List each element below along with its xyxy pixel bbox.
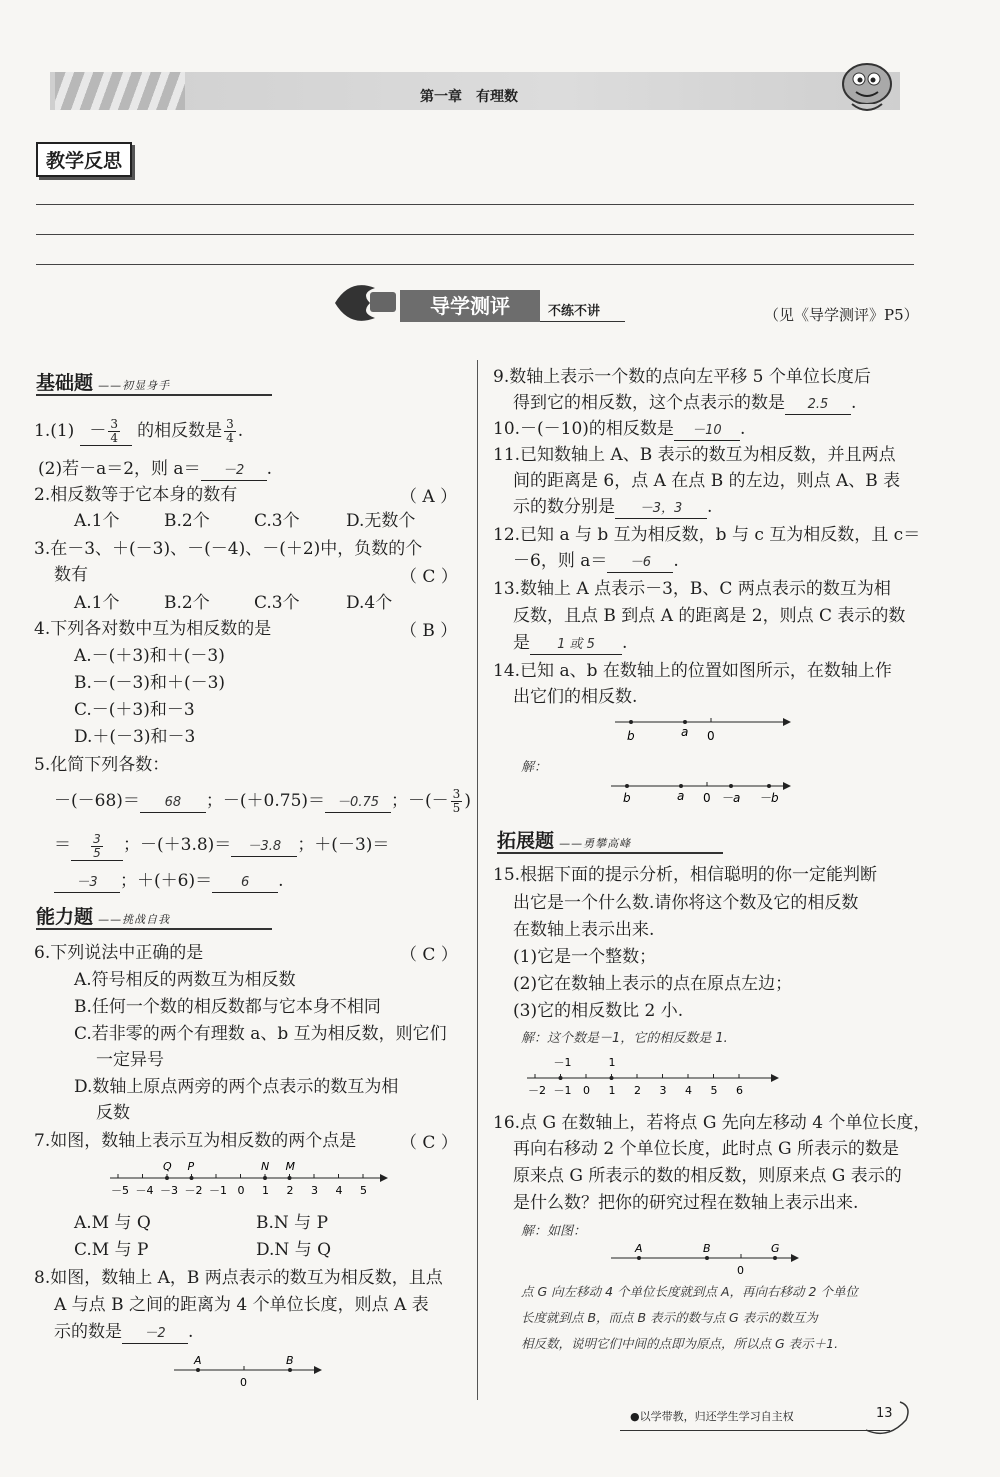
section-extend-heading (497, 826, 723, 854)
svg-text:a: a (681, 725, 689, 739)
q7-point (288, 1176, 292, 1180)
q9-line1: 9.数轴上表示一个数的点向左平移 5 个单位长度后 (493, 367, 871, 387)
section-extend-title: 拓展题 (497, 830, 555, 852)
q7-stem: 7.如图，数轴上表示互为相反数的两个点是 (34, 1131, 357, 1151)
right-column (493, 0, 931, 1477)
chapter-title: 第一章 有理数 (420, 89, 518, 105)
q7-point-label: N (261, 1160, 270, 1173)
q7-point (190, 1176, 194, 1180)
svg-text:B: B (703, 1242, 711, 1255)
q7-tick-label: 1 (262, 1184, 269, 1197)
q7-tick-label: －1 (209, 1184, 227, 1197)
svg-text:0: 0 (703, 791, 711, 805)
svg-text:0: 0 (737, 1264, 744, 1277)
q4-option: D.＋(－3)和－3 (74, 727, 196, 747)
q15-mark-point (610, 1076, 614, 1080)
q15-tick-label: 6 (736, 1084, 743, 1097)
q8-line2: A 与点 B 之间的距离为 4 个单位长度，则点 A 表 (54, 1295, 429, 1315)
q9-line2: 得到它的相反数，这个点表示的数是 2.5 . (513, 393, 857, 413)
q8-line1: 8.如图，数轴上 A，B 两点表示的数互为相反数，且点 (34, 1268, 443, 1288)
q7-point (165, 1176, 169, 1180)
q1-answer-fraction: $\frac{3}{4}$ (226, 417, 234, 445)
q16-line1: 16.点 G 在数轴上，若将点 G 先向左移动 4 个单位长度， (493, 1113, 931, 1133)
q11-line1: 11.已知数轴上 A、B 表示的数互为相反数，并且两点 (493, 445, 896, 465)
q1-fraction-blank: － $\frac{3}{4}$ (80, 418, 132, 446)
q7-point-label: M (285, 1160, 295, 1173)
q16-line3: 原来点 G 所表示的数的相反数，则原来点 G 表示的 (513, 1166, 902, 1186)
banner-title: 导学测评 (400, 290, 540, 322)
q13-line1: 13.数轴上 A 点表示－3，B、C 两点表示的数互为相 (493, 579, 891, 599)
q5-line2: ＝ $\frac{3}{5}$ ；－(＋3.8)＝ －3.8 ；＋(－3)＝ (54, 832, 390, 860)
q16-number-line (609, 1240, 799, 1278)
reflection-label: 教学反思 (36, 142, 132, 177)
q7-tick-label: －3 (160, 1184, 178, 1197)
q15-mark-point (559, 1076, 563, 1080)
q8-point-a (196, 1368, 200, 1372)
footer-motto: ●以学带教，归还学生学习自主权 (630, 1410, 794, 1423)
q6-option: D.数轴上原点两旁的两个点表示的数互为相 (74, 1077, 399, 1097)
q14-given-number-line (613, 712, 793, 746)
q3-stem: 3.在－3、＋(－3)、－(－4)、－(＋2)中，负数的个 (34, 539, 423, 559)
q1-line2: (2)若－a＝2，则 a＝ －2 . (38, 459, 272, 479)
q7-answer: （ C ） (400, 1133, 458, 1153)
svg-text:b: b (623, 791, 631, 805)
q12-line1: 12.已知 a 与 b 互为相反数，b 与 c 互为相反数，且 c＝ (493, 525, 921, 545)
section-extend-sub: ——勇攀高峰 (559, 837, 632, 850)
q6-answer: （ C ） (400, 945, 458, 965)
q7-tick-label: 4 (335, 1184, 343, 1197)
q15-line2: 出它是一个什么数.请你将这个数及它的相反数 (513, 893, 859, 913)
q13-line3: 是 1 或 5 . (513, 633, 628, 653)
q15-tick-label: 3 (659, 1084, 667, 1097)
q3-stem2: 数有 (54, 565, 88, 585)
q15-tick-label: 2 (634, 1084, 641, 1097)
section-basic-title: 基础题 (36, 372, 94, 394)
q14-line1: 14.已知 a、b 在数轴上的位置如图所示，在数轴上作 (493, 661, 892, 681)
q8-label-zero: 0 (240, 1376, 247, 1389)
svg-text:0: 0 (707, 729, 715, 743)
section-ability-title: 能力题 (36, 906, 94, 928)
section-basic-sub: ——初显身手 (98, 379, 171, 392)
q7-tick-label: 3 (311, 1184, 318, 1197)
q8-point-b (288, 1368, 292, 1372)
q3-answer: （ C ） (400, 567, 458, 587)
q14-answer-number-line (609, 776, 793, 810)
q7-point (263, 1176, 267, 1180)
q4-answer: （ B ） (400, 621, 458, 641)
q6-option: 一定异号 (96, 1050, 164, 1070)
svg-text:a: a (677, 789, 685, 803)
q7-tick-label: 5 (360, 1184, 367, 1197)
q4-option: A.－(＋3)和＋(－3) (74, 646, 225, 666)
svg-text:－a: －a (721, 791, 741, 805)
q11-line3: 示的数分别是 －3，3 . (513, 497, 713, 517)
q7-tick-label: 2 (286, 1184, 294, 1197)
column-divider (477, 360, 478, 1400)
q7-tick-label: －4 (135, 1184, 154, 1197)
q15-tick-label: －2 (528, 1084, 546, 1097)
q15-cond1: (1)它是一个整数； (513, 947, 657, 967)
q15-number-line (525, 1052, 781, 1102)
q7-number-line (108, 1158, 388, 1202)
q2-stem: 2.相反数等于它本身的数有 (34, 485, 238, 505)
q7-tick-label: －2 (184, 1184, 203, 1197)
banner-reference: （见《导学测评》P5） (764, 306, 919, 324)
q13-line2: 反数，且点 B 到点 A 的距离是 2，则点 C 表示的数 (513, 606, 906, 626)
q7-point-label: Q (163, 1160, 172, 1173)
svg-text:A: A (635, 1242, 643, 1255)
q4-stem: 4.下列各对数中互为相反数的是 (34, 619, 272, 639)
q6-option: B.任何一个数的相反数都与它本身不相同 (74, 997, 381, 1017)
q15-solution: 解：这个数是－1，它的相反数是 1. (521, 1031, 728, 1046)
q2-answer: （ A ） (400, 487, 458, 507)
q7-point-label: P (187, 1160, 195, 1173)
q5-stem: 5.化简下列各数： (34, 755, 170, 775)
svg-text:b: b (627, 729, 635, 743)
q5-line1: －(－68)＝ 68 ；－(＋0.75)＝ －0.75 ；－(－ $\frac{3}{5}$ ) (54, 787, 471, 815)
section-ability-sub: ——挑战自我 (98, 913, 171, 926)
q15-line3: 在数轴上表示出来. (513, 920, 655, 940)
q12-line2: －6，则 a＝ －6 . (513, 551, 679, 571)
q15-tick-label: 1 (608, 1084, 616, 1097)
q15-mark-label: 1 (608, 1056, 616, 1069)
q6-stem: 6.下列说法中正确的是 (34, 943, 204, 963)
q5-line3: －3 ；＋(＋6)＝ 6 . (54, 868, 470, 894)
page-number: 13 (876, 1406, 893, 1421)
q16-solution-label: 解：如图： (521, 1224, 587, 1239)
q10-line: 10.－(－10)的相反数是 －10 . (493, 419, 746, 439)
q15-cond2: (2)它在数轴上表示的点在原点左边； (513, 974, 793, 994)
q1-line1: 1.(1) － $\frac{3}{4}$ 的相反数是 $\frac{3}{4}$ . (34, 417, 244, 445)
q8-line3: 示的数是 －2 . (54, 1322, 194, 1342)
svg-text:G: G (771, 1242, 780, 1255)
q7-tick-label: 0 (237, 1184, 245, 1197)
section-ability-heading (36, 902, 272, 930)
q15-mark-label: －1 (553, 1056, 572, 1069)
q16-explain-2: 长度就到点 B，而点 B 表示的数与点 G 表示的数互为 (521, 1310, 818, 1325)
q4-option: B.－(－3)和＋(－3) (74, 673, 226, 693)
q8-label-b: B (286, 1354, 294, 1367)
q15-line1: 15.根据下面的提示分析，相信聪明的你一定能判断 (493, 865, 878, 885)
q16-explain-3: 相反数，说明它们中间的点即为原点，所以点 G 表示＋1. (521, 1336, 839, 1351)
q15-tick-label: 4 (685, 1084, 692, 1097)
q4-option: C.－(＋3)和－3 (74, 700, 195, 720)
footer-line (620, 1430, 890, 1431)
q8-number-line (172, 1352, 322, 1392)
q6-option: 反数 (96, 1103, 130, 1123)
q14-solution-label: 解： (521, 760, 548, 775)
q6-option: C.若非零的两个有理数 a、b 互为相反数，则它们 (74, 1024, 447, 1044)
q1-answer-blank: －2 (201, 462, 267, 481)
q8-label-a: A (194, 1354, 202, 1367)
q16-line2: 再向右移动 2 个单位长度，此时点 G 所表示的数是 (513, 1139, 900, 1159)
q14-line2: 出它们的相反数. (513, 687, 638, 707)
banner-slogan: 不练不讲 (548, 304, 601, 319)
q15-cond3: (3)它的相反数比 2 小. (513, 1001, 684, 1021)
svg-text:－b: －b (759, 791, 779, 805)
q11-line2: 间的距离是 6，点 A 在点 B 的左边，则点 A、B 表 (513, 471, 901, 491)
q15-tick-label: 0 (583, 1084, 590, 1097)
q7-tick-label: －5 (111, 1184, 129, 1197)
q15-tick-label: －1 (553, 1084, 572, 1097)
q16-explain-1: 点 G 向左移动 4 个单位长度就到点 A，再向右移动 2 个单位 (521, 1284, 858, 1299)
section-basic-heading (36, 368, 272, 396)
q15-tick-label: 5 (710, 1084, 718, 1097)
q6-option: A.符号相反的两数互为相反数 (74, 970, 296, 990)
left-column: 基础题 ——初显身手 1.(1) － $\frac{3}{4}$ 的相反数是 $\frac{3}{4}$ . (2)若－a＝2，则 a＝ －2 . 2.相反数等于它本身的数有 （ A ） A.1个 B.2个 C.3个 D.无数个 3.在－3、＋(－3)、－(－4)、－(＋2)中，负数的个 数有 （ C ） A.1个 B.2个 C.3个 D.4个 4.下列各对数中互为相反数的是 （ B ） A.－(＋3)和＋(－3) B.－(－3)和＋(－3) C.－(＋3)和－3 D.＋(－3)和－3 5.化简下列各数： －(－68)＝ 68 ；－(＋0.75)＝ －0.75 ；－(－ $\frac{3}{5}$ ) ＝ $\frac{3}{5}$ ；－(＋3.8)＝ －3.8 ；＋(－3)＝ －3 ；＋(＋6)＝ 6 . 能力题 ——挑战自我 6.下列说法中正确的是 （ C ） A.符号相反的两数互为相反数 B.任何一个数的相反数都与它本身不相同 C.若非零的两个有理数 a、b 互为相反数，则它们 一定异号 D.数轴上原点两旁的两个点表示的数互为相 反数 7.如图，数轴上表示互为相反数的两个点是 （ C ） －5 －4 －3 －2 －1 0 1 2 3 4 5 Q P N M A.M 与 Q B.N 与 P C.M 与 P D.N 与 Q 8.如图，数轴上 A，B 两点表示的数互为相反数，且点 A 与点 B 之间的距离为 4 个单位长度，则点 A 表 示的数是 －2 . A B 0 (30, 0, 470, 1477)
q16-line4: 是什么数？把你的研究过程在数轴上表示出来. (513, 1193, 859, 1213)
